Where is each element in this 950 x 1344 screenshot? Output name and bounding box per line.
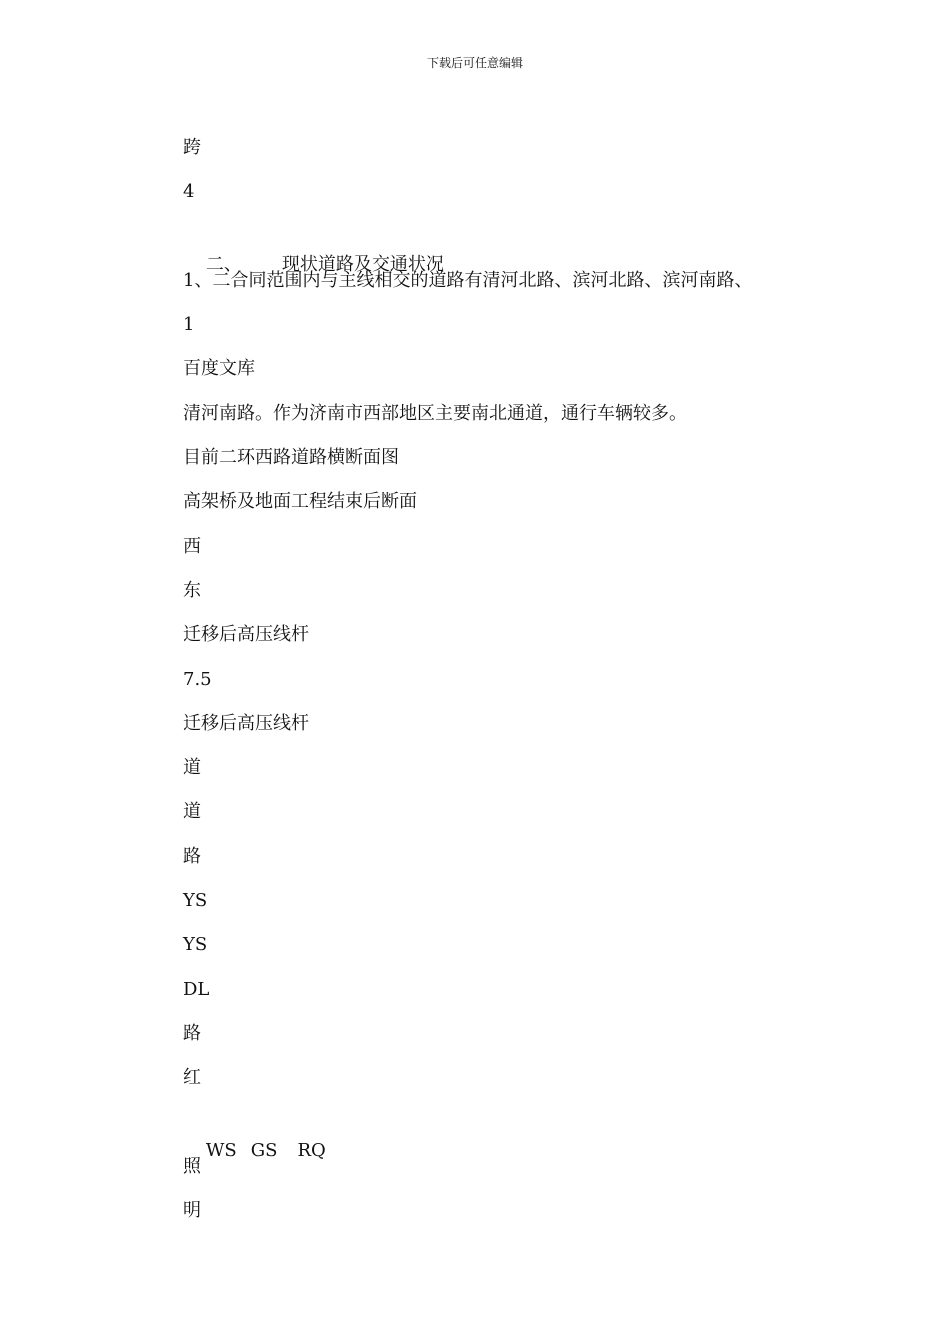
abbr-ws: WS xyxy=(205,1139,237,1161)
abbr-rq: RQ xyxy=(297,1139,326,1161)
text-line: 高架桥及地面工程结束后断面 xyxy=(183,491,417,513)
text-line: 4 xyxy=(183,181,195,203)
text-line: 红 xyxy=(183,1067,201,1089)
section-number: 二、 xyxy=(205,253,242,275)
section-heading xyxy=(183,223,883,275)
text-line: 照 xyxy=(183,1155,201,1177)
text-line: 明 xyxy=(183,1200,201,1222)
text-line: 1、二合同范围内与主线相交的道路有清河北路、滨河北路、滨河南路、 xyxy=(183,269,753,291)
text-line: 目前二环西路道路横断面图 xyxy=(183,447,399,469)
text-line: 道 xyxy=(183,757,201,779)
text-line: 迁移后高压线杆 xyxy=(183,624,309,646)
text-line: 清河南路。作为济南市西部地区主要南北通道，通行车辆较多。 xyxy=(183,402,687,424)
text-line: YS xyxy=(183,890,208,912)
abbreviation-line xyxy=(183,1109,883,1161)
abbr-gs: GS xyxy=(250,1139,278,1161)
text-line: 迁移后高压线杆 xyxy=(183,712,309,734)
text-line: 1 xyxy=(183,314,195,336)
text-line: YS xyxy=(183,934,208,956)
text-line: 东 xyxy=(183,579,201,601)
text-line: 跨 xyxy=(183,137,201,158)
page-header: 下载后可任意编辑 xyxy=(426,56,523,70)
text-line: DL xyxy=(183,978,210,1000)
text-line: 7.5 xyxy=(183,668,212,690)
document-body xyxy=(183,134,883,1241)
section-title: 现状道路及交通状况 xyxy=(281,253,444,275)
text-line: 西 xyxy=(183,535,201,557)
text-line: 路 xyxy=(183,845,201,867)
text-line: 百度文库 xyxy=(183,358,255,380)
text-line: 道 xyxy=(183,801,201,823)
text-line: 路 xyxy=(183,1022,201,1044)
